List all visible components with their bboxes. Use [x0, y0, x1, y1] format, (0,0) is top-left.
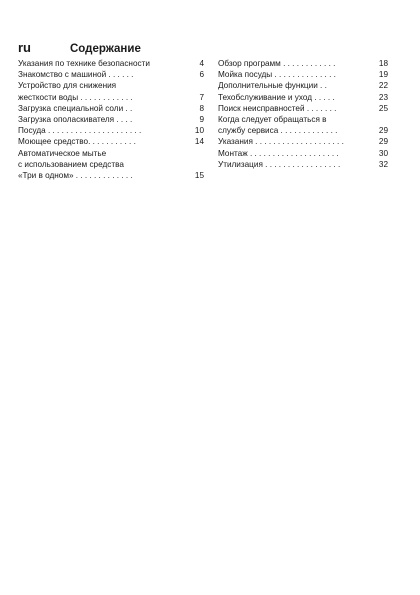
page-title: Содержание — [70, 43, 141, 55]
toc-entry-page-number: 32 — [378, 159, 388, 169]
toc-entry[interactable] — [218, 114, 388, 125]
toc-entry-title: Посуда . . . . . . . . . . . . . . . . . . . . . — [18, 126, 142, 136]
toc-entry[interactable] — [18, 69, 204, 80]
toc-entry-page-number: 30 — [378, 148, 388, 158]
toc-entry-page-number: 19 — [378, 70, 388, 80]
toc-left-column — [18, 58, 204, 181]
toc-entry-title: Указания по технике безопасности — [18, 59, 150, 68]
toc-entry-title: Загрузка ополаскивателя . . . . — [18, 115, 133, 125]
toc-entry-title: с использованием средства — [18, 159, 124, 169]
toc-entry[interactable] — [218, 58, 388, 69]
toc-entry[interactable] — [18, 80, 204, 91]
toc-entry-title: Утилизация . . . . . . . . . . . . . . . . . — [218, 159, 341, 169]
toc-entry-page-number: 25 — [378, 103, 388, 113]
toc-entry-page-number: 10 — [194, 126, 204, 136]
toc-entry[interactable] — [218, 80, 388, 91]
toc-entry[interactable] — [218, 148, 388, 159]
toc-entry[interactable] — [18, 136, 204, 147]
toc-entry-page-number: 4 — [199, 59, 204, 68]
toc-entry[interactable] — [18, 114, 204, 125]
toc-entry[interactable] — [18, 103, 204, 114]
toc-entry-page-number: 29 — [378, 137, 388, 147]
toc-entry-page-number: 14 — [194, 137, 204, 147]
toc-entry-title: Обзор программ . . . . . . . . . . . . — [218, 59, 336, 68]
toc-entry-title: Загрузка специальной соли . . — [18, 103, 133, 113]
toc-entry-title: Устройство для снижения — [18, 81, 117, 91]
toc-entry-title: Указания . . . . . . . . . . . . . . . . . . . . — [218, 137, 344, 147]
toc-entry-title: жесткости воды . . . . . . . . . . . . — [18, 92, 133, 102]
toc-entry-title: Монтаж . . . . . . . . . . . . . . . . . . . . — [218, 148, 339, 158]
page-header — [18, 40, 141, 55]
toc-entry[interactable] — [18, 148, 204, 159]
toc-entry[interactable] — [18, 125, 204, 136]
toc-entry-title: Знакомство с машиной . . . . . . — [18, 70, 134, 80]
toc-entry-title: Поиск неисправностей . . . . . . . — [218, 103, 337, 113]
toc-entry[interactable] — [218, 125, 388, 136]
toc-entry-page-number: 7 — [199, 92, 204, 102]
toc-entry-page-number: 18 — [378, 59, 388, 68]
toc-entry[interactable] — [18, 58, 204, 69]
toc-entry-page-number: 8 — [199, 103, 204, 113]
toc-entry-page-number: 23 — [378, 92, 388, 102]
toc-right-column — [218, 58, 388, 170]
toc-entry[interactable] — [218, 136, 388, 147]
toc-entry-title: Техобслуживание и уход . . . . . — [218, 92, 335, 102]
toc-entry-title: Автоматическое мытье — [18, 148, 107, 158]
toc-entry-title: Дополнительные функции . . — [218, 81, 327, 91]
toc-entry-title: службу сервиса . . . . . . . . . . . . . — [218, 126, 338, 136]
toc-entry[interactable] — [218, 103, 388, 114]
toc-entry-page-number: 6 — [199, 70, 204, 80]
toc-entry[interactable] — [218, 92, 388, 103]
toc-entry-title: Моющее средство. . . . . . . . . . . — [18, 137, 136, 147]
toc-entry[interactable] — [218, 159, 388, 170]
toc-entry-page-number: 22 — [378, 81, 388, 91]
toc-entry-page-number: 15 — [194, 171, 204, 181]
toc-entry[interactable] — [18, 170, 204, 181]
language-code: ru — [18, 40, 31, 55]
toc-entry-page-number: 9 — [199, 115, 204, 125]
toc-entry-title: Мойка посуды . . . . . . . . . . . . . . — [218, 70, 336, 80]
toc-entry[interactable] — [18, 159, 204, 170]
toc-entry-page-number: 29 — [378, 126, 388, 136]
toc-entry-title: «Три в одном» . . . . . . . . . . . . . — [18, 171, 133, 181]
toc-entry[interactable] — [18, 92, 204, 103]
toc-entry[interactable] — [218, 69, 388, 80]
toc-entry-title: Когда следует обращаться в — [218, 115, 327, 125]
